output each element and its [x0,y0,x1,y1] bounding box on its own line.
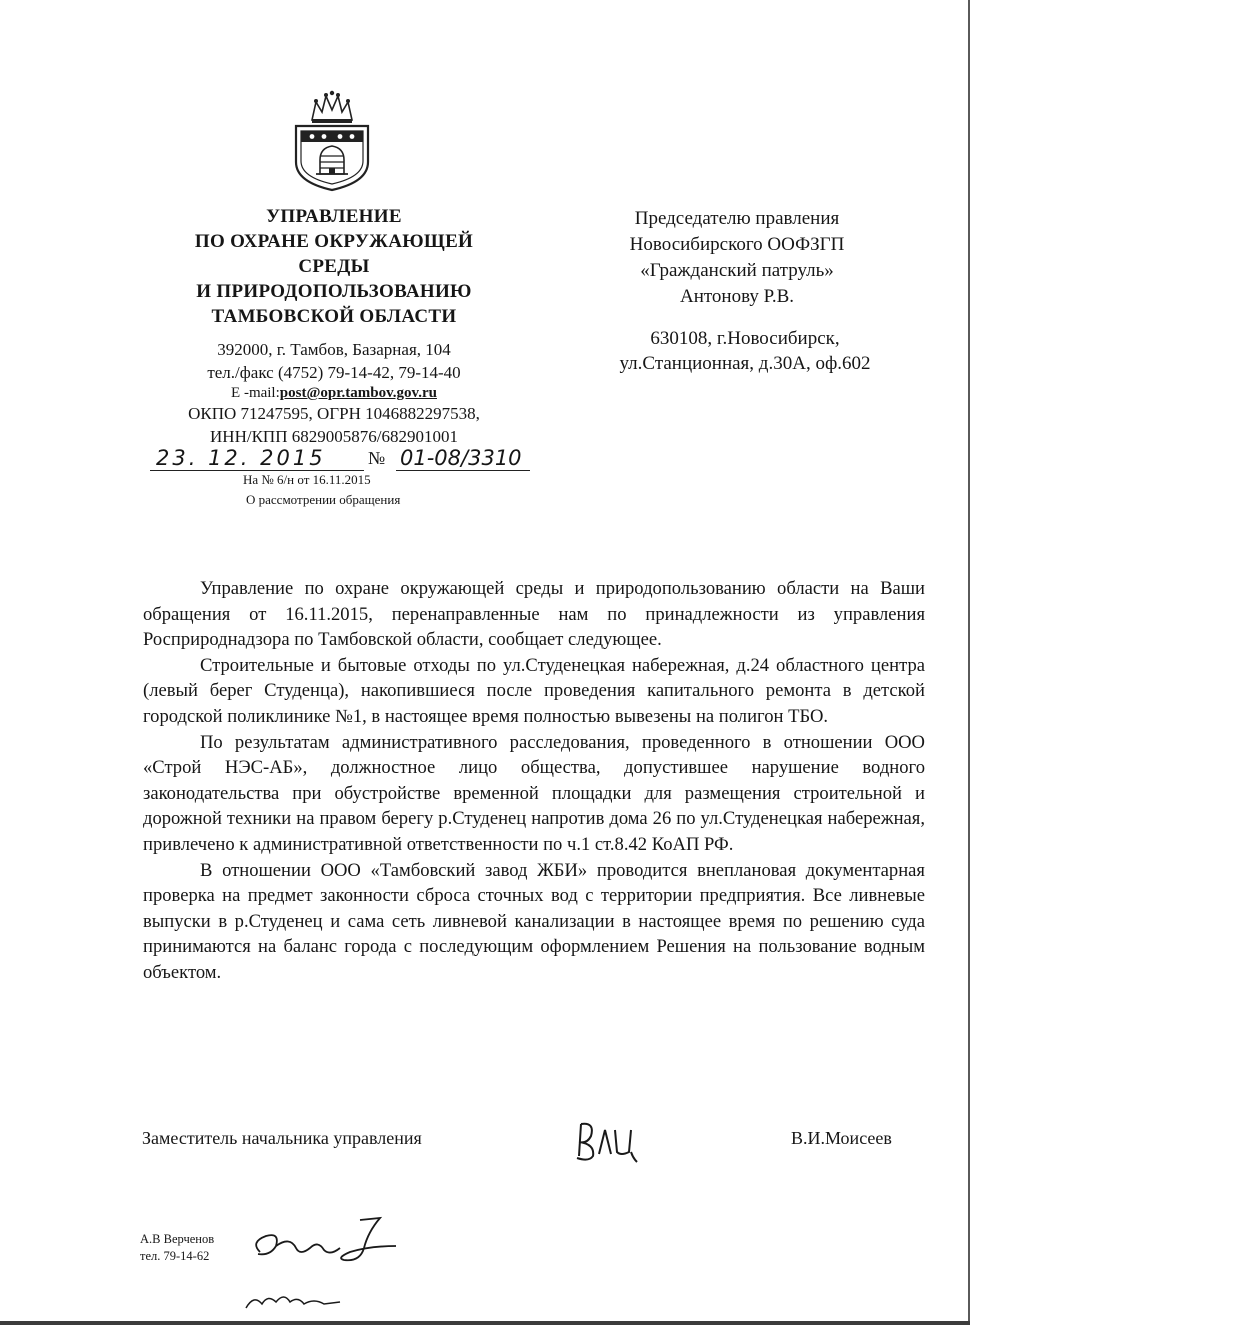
number-label: № [368,448,386,468]
executor-block [140,1231,214,1265]
org-line: И ПРИРОДОПОЛЬЗОВАНИЮ [196,281,472,302]
reference-line: На № 6/н от 16.11.2015 [243,472,371,487]
sender-phone: тел./факс (4752) 79-14-42, 79-14-40 [207,363,461,382]
signatory-role: Заместитель начальника управления [142,1128,422,1148]
executor-phone: тел. 79-14-62 [140,1249,210,1263]
handwritten-signature [565,1108,655,1168]
body-paragraph: По результатам административного расследования, проведенного в отношении ООО «Строй НЭС-АБ», должностное лицо общества, допустившее нарушение водного законодательства при обустройстве временной площадки для размещения строительной и дорожной техники на правом берегу р.Студенец напротив дома 26 по ул.Студенецкая набережная, привлечено к административной ответственности по ч.1 ст.8.42 КоАП РФ. [143,731,925,855]
registration-date: 23. 12. 2015 [156,446,326,470]
date-underline [150,470,364,471]
sender-contacts [140,338,528,448]
subject-line: О рассмотрении обращения [246,492,401,507]
sender-address: 392000, г. Тамбов, Базарная, 104 [217,340,451,359]
org-line: ПО ОХРАНЕ ОКРУЖАЮЩЕЙ [194,231,474,252]
recipient-line: Председателю правления [634,208,840,229]
number-underline [396,470,530,471]
body-paragraph: В отношении ООО «Тамбовский завод ЖБИ» проводится внеплановая документарная проверка на предмет законности сброса сточных вод с территории предприятия. Все ливневые выпуски в р.Студенец и сама сеть ливневой канализации в настоящее время по решению суда принимаются на баланс города с последующим оформлением Решения на пользование водным объектом. [143,859,925,983]
org-line: УПРАВЛЕНИЕ [266,206,402,227]
email-label: E -mail: [231,385,280,401]
address-line: 630108, г.Новосибирск, [650,328,840,349]
org-line: СРЕДЫ [298,256,370,277]
executor-name: А.В Верченов [140,1232,215,1246]
body-paragraph: Строительные и бытовые отходы по ул.Студенецкая набережная, д.24 областного центра (левый берег Студенца), накопившиеся после проведения капитального ремонта в детской городской поликлинике №1, в настоящее время полностью вывезены на полигон ТБО. [143,654,925,727]
recipient-line: «Гражданский патруль» [640,260,834,281]
letter-body [143,576,925,986]
recipient-line: Новосибирского ООФЗГП [629,234,845,255]
body-paragraph: Управление по охране окружающей среды и природопользованию области на Ваши обращения от 16.11.2015, перенаправленные нам по принадлежности из управления Росприроднадзора по Тамбовской области, сообщает следующее. [143,578,925,651]
recipient-address [580,326,910,376]
sender-org-name [140,204,528,329]
email-link[interactable]: post@opr.tambov.gov.ru [279,385,437,401]
scan-edge [0,1321,970,1325]
signatory-name: В.И.Моисеев [791,1128,892,1148]
registration-line [150,446,530,474]
org-line: ТАМБОВСКОЙ ОБЛАСТИ [211,306,457,327]
sender-inn-kpp: ИНН/КПП 6829005876/682901001 [210,427,458,446]
sender-okpo-ogrn: ОКПО 71247595, ОГРН 1046882297538, [188,404,480,423]
coat-of-arms-icon [290,90,374,192]
handwritten-signature [240,1212,400,1312]
recipient-line: Антонову Р.В. [679,286,795,307]
sender-email-line [140,384,528,402]
address-line: ул.Станционная, д.30А, оф.602 [619,353,871,374]
registration-number: 01-08/3310 [400,446,522,470]
recipient-block [592,206,882,310]
